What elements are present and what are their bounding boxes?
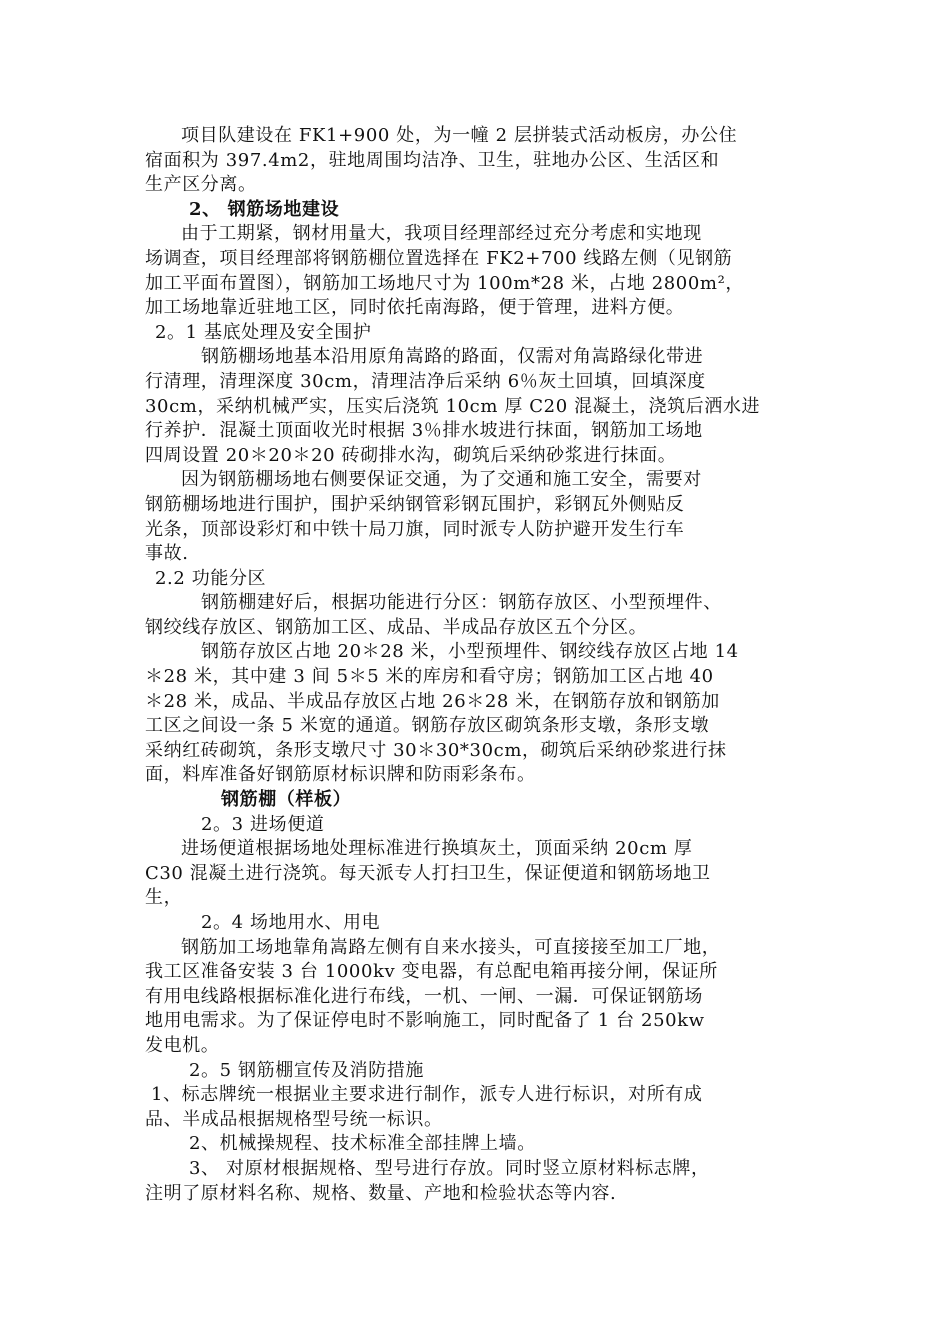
text-line: 品、半成品根据规格型号统一标识。 bbox=[145, 1108, 443, 1130]
text-line: 光条，顶部设彩灯和中铁十局刀旗，同时派专人防护避开发生行车 bbox=[145, 518, 685, 540]
text-line: 进场便道根据场地处理标准进行换填灰土，顶面采纳 20cm 厚 bbox=[181, 838, 693, 860]
text-line: 钢筋棚场地进行围护，围护采纳钢管彩钢瓦围护，彩钢瓦外侧贴反 bbox=[145, 493, 685, 515]
text-line: 注明了原材料名称、规格、数量、产地和检验状态等内容. bbox=[145, 1182, 617, 1204]
text-line: 我工区准备安装 3 台 1000kv 变电器，有总配电箱再接分闸，保证所 bbox=[145, 961, 718, 983]
text-line: 3、 对原材根据规格、型号进行存放。同时竖立原材料标志牌， bbox=[189, 1157, 710, 1179]
text-line: 发电机。 bbox=[145, 1034, 220, 1056]
text-line: 有用电线路根据标准化进行布线，一机、一闸、一漏．可保证钢筋场 bbox=[145, 985, 703, 1007]
text-line: 2.2 功能分区 bbox=[155, 567, 267, 589]
text-line: 2。1 基底处理及安全围护 bbox=[155, 321, 372, 343]
text-line: 地用电需求。为了保证停电时不影响施工，同时配备了 1 台 250kw bbox=[145, 1010, 705, 1032]
text-line: 宿面积为 397.4m2，驻地周围均洁净、卫生，驻地办公区、生活区和 bbox=[145, 149, 720, 171]
text-line: 2。5 钢筋棚宣传及消防措施 bbox=[189, 1059, 425, 1081]
text-line: 因为钢筋棚场地右侧要保证交通，为了交通和施工安全，需要对 bbox=[181, 469, 702, 491]
text-line: 项目队建设在 FK1+900 处，为一幢 2 层拼装式活动板房，办公住 bbox=[181, 125, 738, 146]
text-line: 2、机械操规程、技术标准全部挂牌上墙。 bbox=[189, 1133, 536, 1155]
text-line: 钢筋棚场地基本沿用原角嵩路的路面，仅需对角嵩路绿化带进 bbox=[201, 346, 704, 368]
section-heading: 钢筋棚（样板） bbox=[221, 789, 352, 811]
text-line: 行养护．混凝土顶面收光时根据 3％排水坡进行抹面，钢筋加工场地 bbox=[145, 420, 703, 442]
text-line: 场调查，项目经理部将钢筋棚位置选择在 FK2+700 线路左侧（见钢筋 bbox=[145, 247, 733, 269]
text-line: 加工场地靠近驻地工区，同时依托南海路，便于管理，进料方便。 bbox=[145, 297, 685, 319]
text-line: 2。3 进场便道 bbox=[201, 813, 325, 835]
text-line: C30 混凝土进行浇筑。每天派专人打扫卫生，保证便道和钢筋场地卫 bbox=[145, 862, 711, 884]
text-line: ＊28 米，成品、半成品存放区占地 26＊28 米，在钢筋存放和钢筋加 bbox=[145, 690, 720, 712]
text-line: 1、标志牌统一根据业主要求进行制作，派专人进行标识，对所有成 bbox=[151, 1084, 703, 1106]
text-line: 工区之间设一条 5 米宽的通道。钢筋存放区砌筑条形支墩，条形支墩 bbox=[145, 715, 710, 737]
text-line: 钢筋存放区占地 20＊28 米，小型预埋件、钢绞线存放区占地 14 bbox=[201, 641, 739, 663]
text-line: 加工平面布置图），钢筋加工场地尺寸为 100m*28 米，占地 2800m²， bbox=[145, 272, 744, 294]
text-line: 事故. bbox=[145, 543, 189, 565]
text-line: 钢筋棚建好后，根据功能进行分区：钢筋存放区、小型预埋件、 bbox=[201, 592, 722, 614]
text-line: ＊28 米，其中建 3 间 5＊5 米的库房和看守房；钢筋加工区占地 40 bbox=[145, 666, 714, 688]
section-heading: 2、 钢筋场地建设 bbox=[189, 198, 340, 220]
text-line: 30cm，采纳机械严实，压实后浇筑 10cm 厚 C20 混凝土，浇筑后洒水进 bbox=[145, 395, 761, 417]
text-line: 四周设置 20＊20＊20 砖砌排水沟，砌筑后采纳砂浆进行抹面。 bbox=[145, 444, 677, 466]
text-line: 生产区分离。 bbox=[145, 174, 257, 196]
text-line: 采纳红砖砌筑，条形支墩尺寸 30＊30*30cm，砌筑后采纳砂浆进行抹 bbox=[145, 739, 727, 761]
text-line: 钢筋加工场地靠角嵩路左侧有自来水接头，可直接接至加工厂地， bbox=[181, 936, 721, 958]
document-body bbox=[145, 124, 805, 1206]
text-line: 由于工期紧，钢材用量大，我项目经理部经过充分考虑和实地现 bbox=[181, 223, 702, 245]
text-line: 行清理，清理深度 30cm，清理洁净后采纳 6％灰土回填，回填深度 bbox=[145, 370, 706, 392]
text-line: 2。4 场地用水、用电 bbox=[201, 912, 381, 933]
text-line: 钢绞线存放区、钢筋加工区、成品、半成品存放区五个分区。 bbox=[145, 616, 648, 638]
text-line: 生， bbox=[145, 887, 183, 909]
text-line: 面，料库准备好钢筋原材标识牌和防雨彩条布。 bbox=[145, 764, 536, 786]
